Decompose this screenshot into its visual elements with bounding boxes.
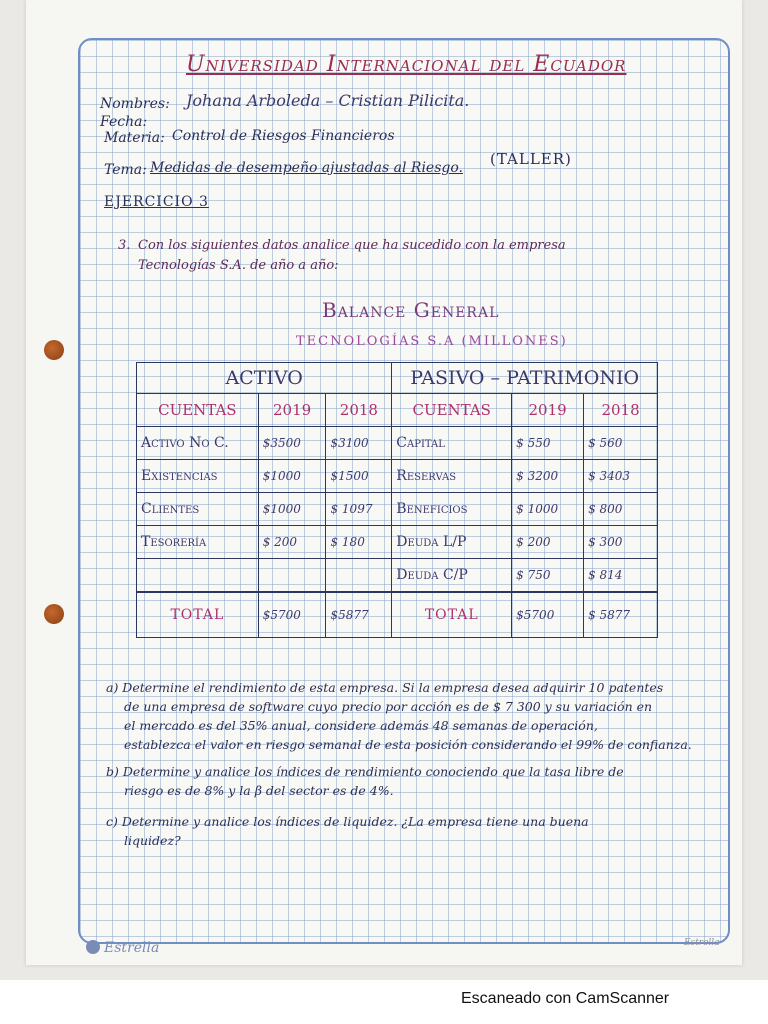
activo-2018 [326,559,392,593]
activo-2018: $3100 [326,427,392,460]
balance-table [136,362,658,638]
exercise-line-2: Tecnologías S.A. de año a año: [138,258,339,273]
section-header-row [137,363,658,394]
question-a-line: establezca el valor en riesgo semanal de esta posición considerando el 99% de confianza. [124,737,692,752]
col-2019-activo: 2019 [258,394,326,427]
pasivo-2018: $ 300 [584,526,658,559]
pasivo-account: Beneficios [392,493,512,526]
camscanner-watermark: Escaneado con CamScanner [461,990,670,1007]
pasivo-2019: $ 750 [512,559,584,593]
activo-2018: $ 180 [326,526,392,559]
col-2018-activo: 2018 [326,394,392,427]
activo-account: Clientes [137,493,259,526]
pasivo-2019: $ 200 [512,526,584,559]
total-activo-2018: $5877 [326,592,392,638]
question-c [106,812,589,850]
pasivo-account: Deuda L/P [392,526,512,559]
total-label-pasivo: TOTAL [392,592,512,638]
question-a-line: el mercado es del 35% anual, considere además 48 semanas de operación, [124,718,598,733]
activo-2018: $ 1097 [326,493,392,526]
question-b-line: riesgo es de 8% y la β del sector es de 4%. [124,783,394,798]
pasivo-2019: $ 3200 [512,460,584,493]
brand-mark-icon [86,940,100,954]
fecha-label: Fecha: [100,114,148,130]
question-b [106,762,624,800]
binder-hole-bottom [44,604,64,624]
activo-2019: $ 200 [258,526,326,559]
pasivo-header: PASIVO – PATRIMONIO [392,363,658,394]
total-row [137,592,658,638]
total-pasivo-2019: $5700 [512,592,584,638]
col-cuentas-activo: CUENTAS [137,394,259,427]
activo-2019 [258,559,326,593]
notebook-brand-logo [86,940,159,956]
pasivo-2019: $ 550 [512,427,584,460]
nombres-label: Nombres: [100,96,170,112]
pasivo-2018: $ 560 [584,427,658,460]
notebook-brand-small: Estrella [684,938,720,948]
question-a-line: de una empresa de software cuyo precio por acción es de $ 7 300 y su variación en [124,699,653,714]
tema-label: Tema: [104,162,147,178]
table-row [137,427,658,460]
pasivo-account: Reservas [392,460,512,493]
activo-account [137,559,259,593]
pasivo-2018: $ 814 [584,559,658,593]
pasivo-2018: $ 3403 [584,460,658,493]
question-a-line: a) Determine el rendimiento de esta empresa. Si la empresa desea adquirir 10 patentes [106,680,664,695]
tema-value: Medidas de desempeño ajustadas al Riesgo. [150,160,463,176]
col-2019-pasivo: 2019 [512,394,584,427]
exercise-number: 3. [118,238,131,253]
activo-2019: $1000 [258,460,326,493]
table-row [137,559,658,593]
column-header-row [137,394,658,427]
table-row [137,526,658,559]
activo-account: Tesorería [137,526,259,559]
activo-2018: $1500 [326,460,392,493]
pasivo-account: Capital [392,427,512,460]
table-row [137,460,658,493]
activo-account: Existencias [137,460,259,493]
brand-text: Estrella [104,940,160,956]
total-activo-2019: $5700 [258,592,326,638]
table-row [137,493,658,526]
university-title: Universidad Internacional del Ecuador [186,52,627,77]
activo-header: ACTIVO [137,363,392,394]
materia-label: Materia: [104,130,165,146]
question-b-line: b) Determine y analice los índices de rendimiento conociendo que la tasa libre de [106,764,624,779]
ejercicio-heading: EJERCICIO 3 [104,194,209,210]
activo-2019: $3500 [258,427,326,460]
nombres-value: Johana Arboleda – Cristian Pilicita. [186,91,470,110]
pasivo-account: Deuda C/P [392,559,512,593]
question-c-line: liquidez? [124,833,181,848]
col-2018-pasivo: 2018 [584,394,658,427]
taller-label: (TALLER) [490,150,572,168]
activo-account: Activo No C. [137,427,259,460]
question-a [106,678,692,754]
balance-title: Balance General [322,298,500,322]
activo-2019: $1000 [258,493,326,526]
pasivo-2018: $ 800 [584,493,658,526]
balance-subtitle: TECNOLOGÍAS S.A (MILLONES) [296,334,568,349]
exercise-line-1: Con los siguientes datos analice que ha sucedido con la empresa [138,238,566,253]
pasivo-2019: $ 1000 [512,493,584,526]
total-label-activo: TOTAL [137,592,259,638]
question-c-line: c) Determine y analice los índices de liquidez. ¿La empresa tiene una buena [106,814,589,829]
col-cuentas-pasivo: CUENTAS [392,394,512,427]
materia-value: Control de Riesgos Financieros [172,128,395,144]
binder-hole-top [44,340,64,360]
total-pasivo-2018: $ 5877 [584,592,658,638]
